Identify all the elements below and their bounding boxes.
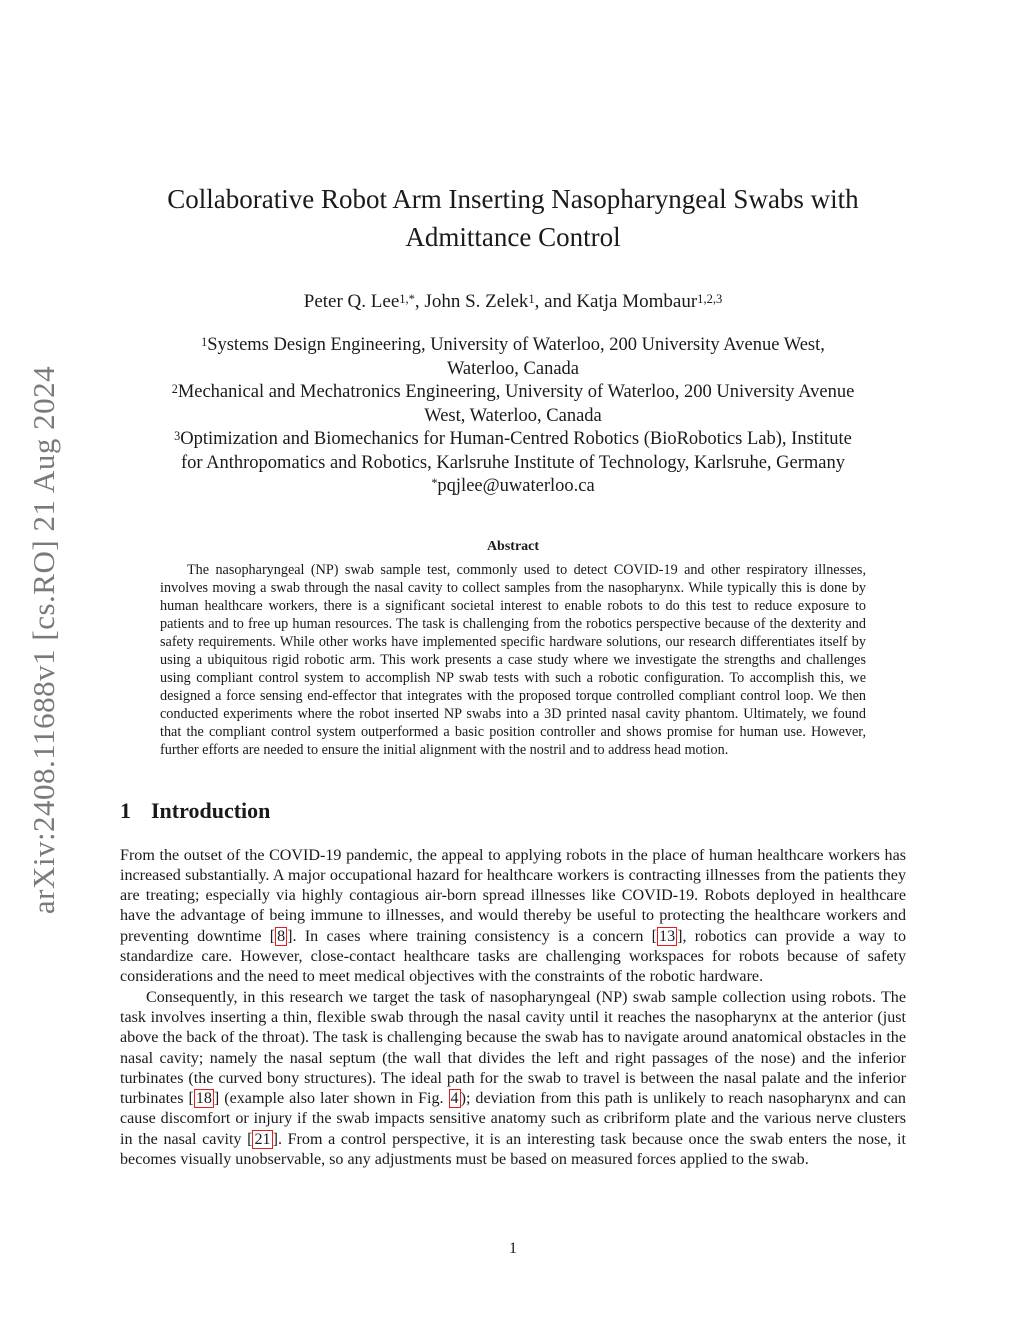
affiliation-2-cont: West, Waterloo, Canada (424, 405, 602, 426)
author-3: , and Katja Mombaur (534, 291, 698, 312)
affiliations (120, 334, 906, 499)
affiliation-3-cont: for Anthropomatics and Robotics, Karlsruhe Institute of Technology, Karlsruhe, Germany (180, 452, 846, 473)
arxiv-identifier: arXiv:2408.11688v1 [cs.RO] 21 Aug 2024 (26, 365, 61, 915)
author-1-affil: 1,* (399, 291, 415, 306)
intro-p2-text-b: (example also later shown in Fig. (219, 1090, 449, 1108)
intro-p2-text-a: Consequently, in this research we target the task of nasopharyngeal (NP) swab sample collection using robots. The task involves inserting a thin, flexible swab through the nasal cavity until it reaches the nasopharynx at the anterior (just above the back of the throat). The task is challenging because the swab has to navigate around anatomical obstacles in the nasal cavity; namely the nasal septum (the wall that divides the left and right passages of the nose) and the inferior turbinates (the curved bony structures). The ideal path for the swab to travel is between the nasal palate and the inferior turbinates (120, 988, 906, 1108)
abstract-body: The nasopharyngeal (NP) swab sample test, commonly used to detect COVID-19 and other respiratory illnesses, involves moving a swab through the nasal cavity to collect samples from the nasopharynx. While typically this is done by human healthcare workers, there is a significant societal interest to enable robots to do this test to reduce exposure to patients and to free up human resources. The task is challenging from the robotics perspective because of the dexterity and safety requirements. While other works have implemented specific hardware solutions, our research differentiates itself by using a ubiquitous rigid robotic arm. This work presents a case study where we investigate the strengths and challenges using compliant control system to accomplish NP swab tests with such a robotic configuration. To accomplish this, we designed a force sensing end-effector that integrates with the proposed torque controlled compliant control loop. We then conducted experiments where the robot inserted NP swabs into a 3D printed nasal cavity phantom. Ultimately, we found that the compliant control system outperformed a basic position controller and shows promise for human use. However, further efforts are needed to ensure the initial alignment with the nostril and to address head motion. (160, 561, 866, 759)
affiliation-2-line-1: Mechanical and Mechatronics Engineering, University of Waterloo, 200 University Avenue (177, 382, 855, 402)
section-number: 1 (120, 797, 131, 823)
figure-link-4[interactable]: 4 (450, 1090, 459, 1108)
affiliation-1-line-1: Systems Design Engineering, University of Waterloo, 200 University Avenue West, (207, 335, 825, 355)
section-title: Introduction (151, 797, 271, 823)
intro-p1-text-b: . In cases where training consistency is a concern (292, 927, 652, 945)
intro-p1-text-a: From the outset of the COVID-19 pandemic, the appeal to applying robots in the place of human healthcare workers has increased substantially. A major occupational hazard for healthcare workers is contracting illnesses from the patients they are treating; especially via highly contagious air-born spread illnesses like COVID-19. Robots deployed in healthcare have the advantage of being immune to illnesses, and would thereby be useful to protecting the healthcare workers and preventing downtime (120, 846, 906, 945)
intro-p2-text-d: . From a control perspective, it is an interesting task because once the swab enters the nose, it becomes visually unobservable, so any adjustments must be based on measured forces applied to the swab. (120, 1130, 907, 1168)
paper-page (120, 0, 907, 1257)
citation-link-21[interactable]: 21 (254, 1130, 271, 1148)
citation-link-13[interactable]: 13 (659, 927, 676, 945)
email-marker: * (431, 475, 438, 490)
intro-p2-text-c: ); deviation from this path is unlikely to reach nasopharynx and can cause discomfort or injury if the swab impacts sensitive anatomy such as cribriform plate and the various nerve clusters in the nasal cavity (120, 1090, 906, 1148)
intro-paragraph-2: Consequently, in this research we target the task of nasopharyngeal (NP) swab sample collection using robots. The task involves inserting a thin, flexible swab through the nasal cavity until it reaches the nasopharynx at the anterior (just above the back of the throat). The task is challenging because the swab has to navigate around anatomical obstacles in the nasal cavity; namely the nasal septum (the wall that divides the left and right passages of the nose) and the inferior turbinates (the curved bony structures). The ideal path for the swab to travel is between the nasal palate and the inferior turbinates [ 18 ] (example also later shown in Fig. 4 ); deviation from this path is unlikely to reach nasopharynx and can cause discomfort or injury if the swab impacts sensitive anatomy such as cribriform plate and the various nerve clusters in the nasal cavity [ 21 ]. From a control perspective, it is an interesting task because once the swab enters the nose, it becomes visually unobservable, so any adjustments must be based on measured forces applied to the swab. (120, 988, 907, 1168)
corresponding-email (120, 475, 906, 499)
affiliation-1-cont: Waterloo, Canada (446, 358, 580, 379)
email-address: pqjlee@uwaterloo.ca (437, 476, 595, 496)
page-number: 1 (509, 1240, 517, 1257)
intro-p1-text-c: , robotics can provide a way to standardize care. However, close-contact healthcare tasks are challenging workspaces for robots because of safety considerations and the need to meet medical objectives with the constraints of the robotic hardware. (120, 927, 906, 986)
author-list (120, 290, 906, 314)
intro-paragraph-1: From the outset of the COVID-19 pandemic, the appeal to applying robots in the place of human healthcare workers has increased substantially. A major occupational hazard for healthcare workers is contracting illnesses from the patients they are treating; especially via highly contagious air-born spread illnesses like COVID-19. Robots deployed in healthcare have the advantage of being immune to illnesses, and would thereby be useful to protecting the healthcare workers and preventing downtime [ 8 ]. In cases where training consistency is a concern [ 13 ], robotics can provide a way to standardize care. However, close-contact healthcare tasks are challenging workspaces for robots because of safety considerations and the need to meet medical objectives with the constraints of the robotic hardware. (120, 846, 906, 986)
affiliation-3 (120, 428, 906, 452)
paper-title (120, 180, 906, 256)
affiliation-2 (120, 381, 906, 405)
author-3-affil: 1,2,3 (697, 291, 723, 306)
affiliation-2-number: 2 (171, 381, 178, 396)
affiliation-1 (120, 334, 906, 358)
citation-link-8[interactable]: 8 (277, 927, 286, 945)
affiliation-3-line-1: Optimization and Biomechanics for Human-Centred Robotics (BioRobotics Lab), Institute (180, 429, 852, 449)
affiliation-3-number: 3 (174, 428, 181, 443)
abstract-heading: Abstract (486, 538, 540, 554)
title-line-2: Admittance Control (405, 222, 621, 252)
citation-link-18[interactable]: 18 (195, 1090, 212, 1108)
author-2: , John S. Zelek (414, 291, 529, 312)
title-line-1: Collaborative Robot Arm Inserting Nasopharyngeal Swabs with (167, 184, 859, 214)
author-1: Peter Q. Lee (303, 291, 400, 312)
section-heading-introduction (120, 798, 906, 824)
affiliation-1-number: 1 (201, 334, 208, 349)
author-2-affil: 1 (528, 291, 535, 306)
